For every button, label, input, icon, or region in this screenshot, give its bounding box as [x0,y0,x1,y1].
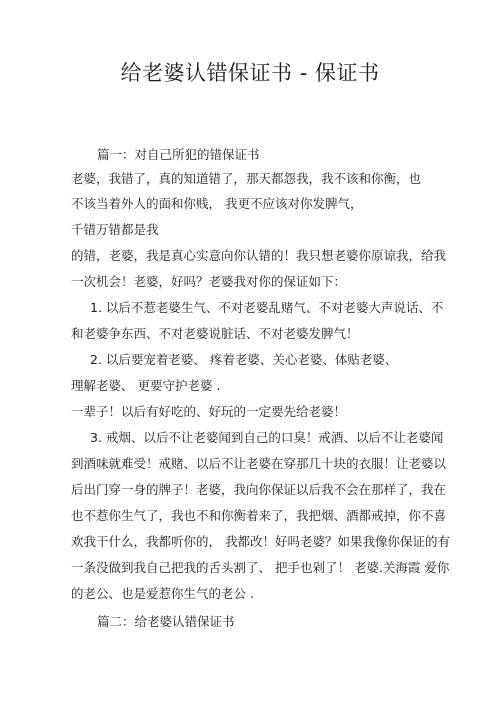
body-line: 一次机会！老婆，好吗？老婆我对你的保证如下： [71,274,347,289]
body-line: 老婆，我错了，真的知道错了，那天都怨我，我不该和你衡，也 [71,171,422,186]
body-line: 的错，老婆，我是真心实意向你认错的！我只想老婆你原谅我，给我 [71,248,447,263]
body-line: 千错万错都是我 [71,222,159,237]
list-item-3-line-1: 3. 戒烟、以后不让老婆闻到自己的口臭！戒酒、以后不让老婆闻 [90,430,444,445]
body-line: 一辈子！以后有好吃的、好玩的一定要先给老婆！ [71,404,347,419]
list-item-1-line-2: 和老婆争东西、不对老婆说脏话、不对老婆发脾气！ [71,326,359,341]
body-line: 到酒味就难受！戒赌、以后不让老婆在穿那几十块的衣服！让老婆以 [71,456,447,471]
body-line: 一条没做到我自己把我的舌头割了、 把手也剁了！ 老婆.关海霞 爱你 [71,560,450,575]
body-line: 不该当着外人的面和你贱， 我更不应该对你发脾气， [71,196,363,211]
section-heading-2: 篇二：给老婆认错保证书 [97,614,235,629]
body-line: 的老公、也是爱惹你生气的老公 . [71,586,254,601]
document-title: 给老婆认错保证书 - 保证书 [120,61,380,85]
list-item-1-line-1: 1. 以后不惹老婆生气、不对老婆乱赌气、不对老婆大声说话、不 [90,300,444,315]
body-line: 欢我干什么，我都听你的， 我都改！好吗老婆？如果我像你保证的有 [71,534,450,549]
list-item-2-line-1: 2. 以后要宠着老婆、 疼着老婆、关心老婆、体贴老婆、 [90,352,398,367]
body-line: 也不惹你生气了，我也不和你衡着来了，我把烟、酒都戒掉，你不喜 [71,508,447,523]
section-heading-1: 篇一：对自己所犯的错保证书 [97,147,260,162]
body-line: 后出门穿一身的牌子！老婆，我向你保证以后我不会在那样了，我在 [71,482,447,497]
list-item-2-line-2: 理解老婆、 更要守护老婆 . [71,378,221,393]
